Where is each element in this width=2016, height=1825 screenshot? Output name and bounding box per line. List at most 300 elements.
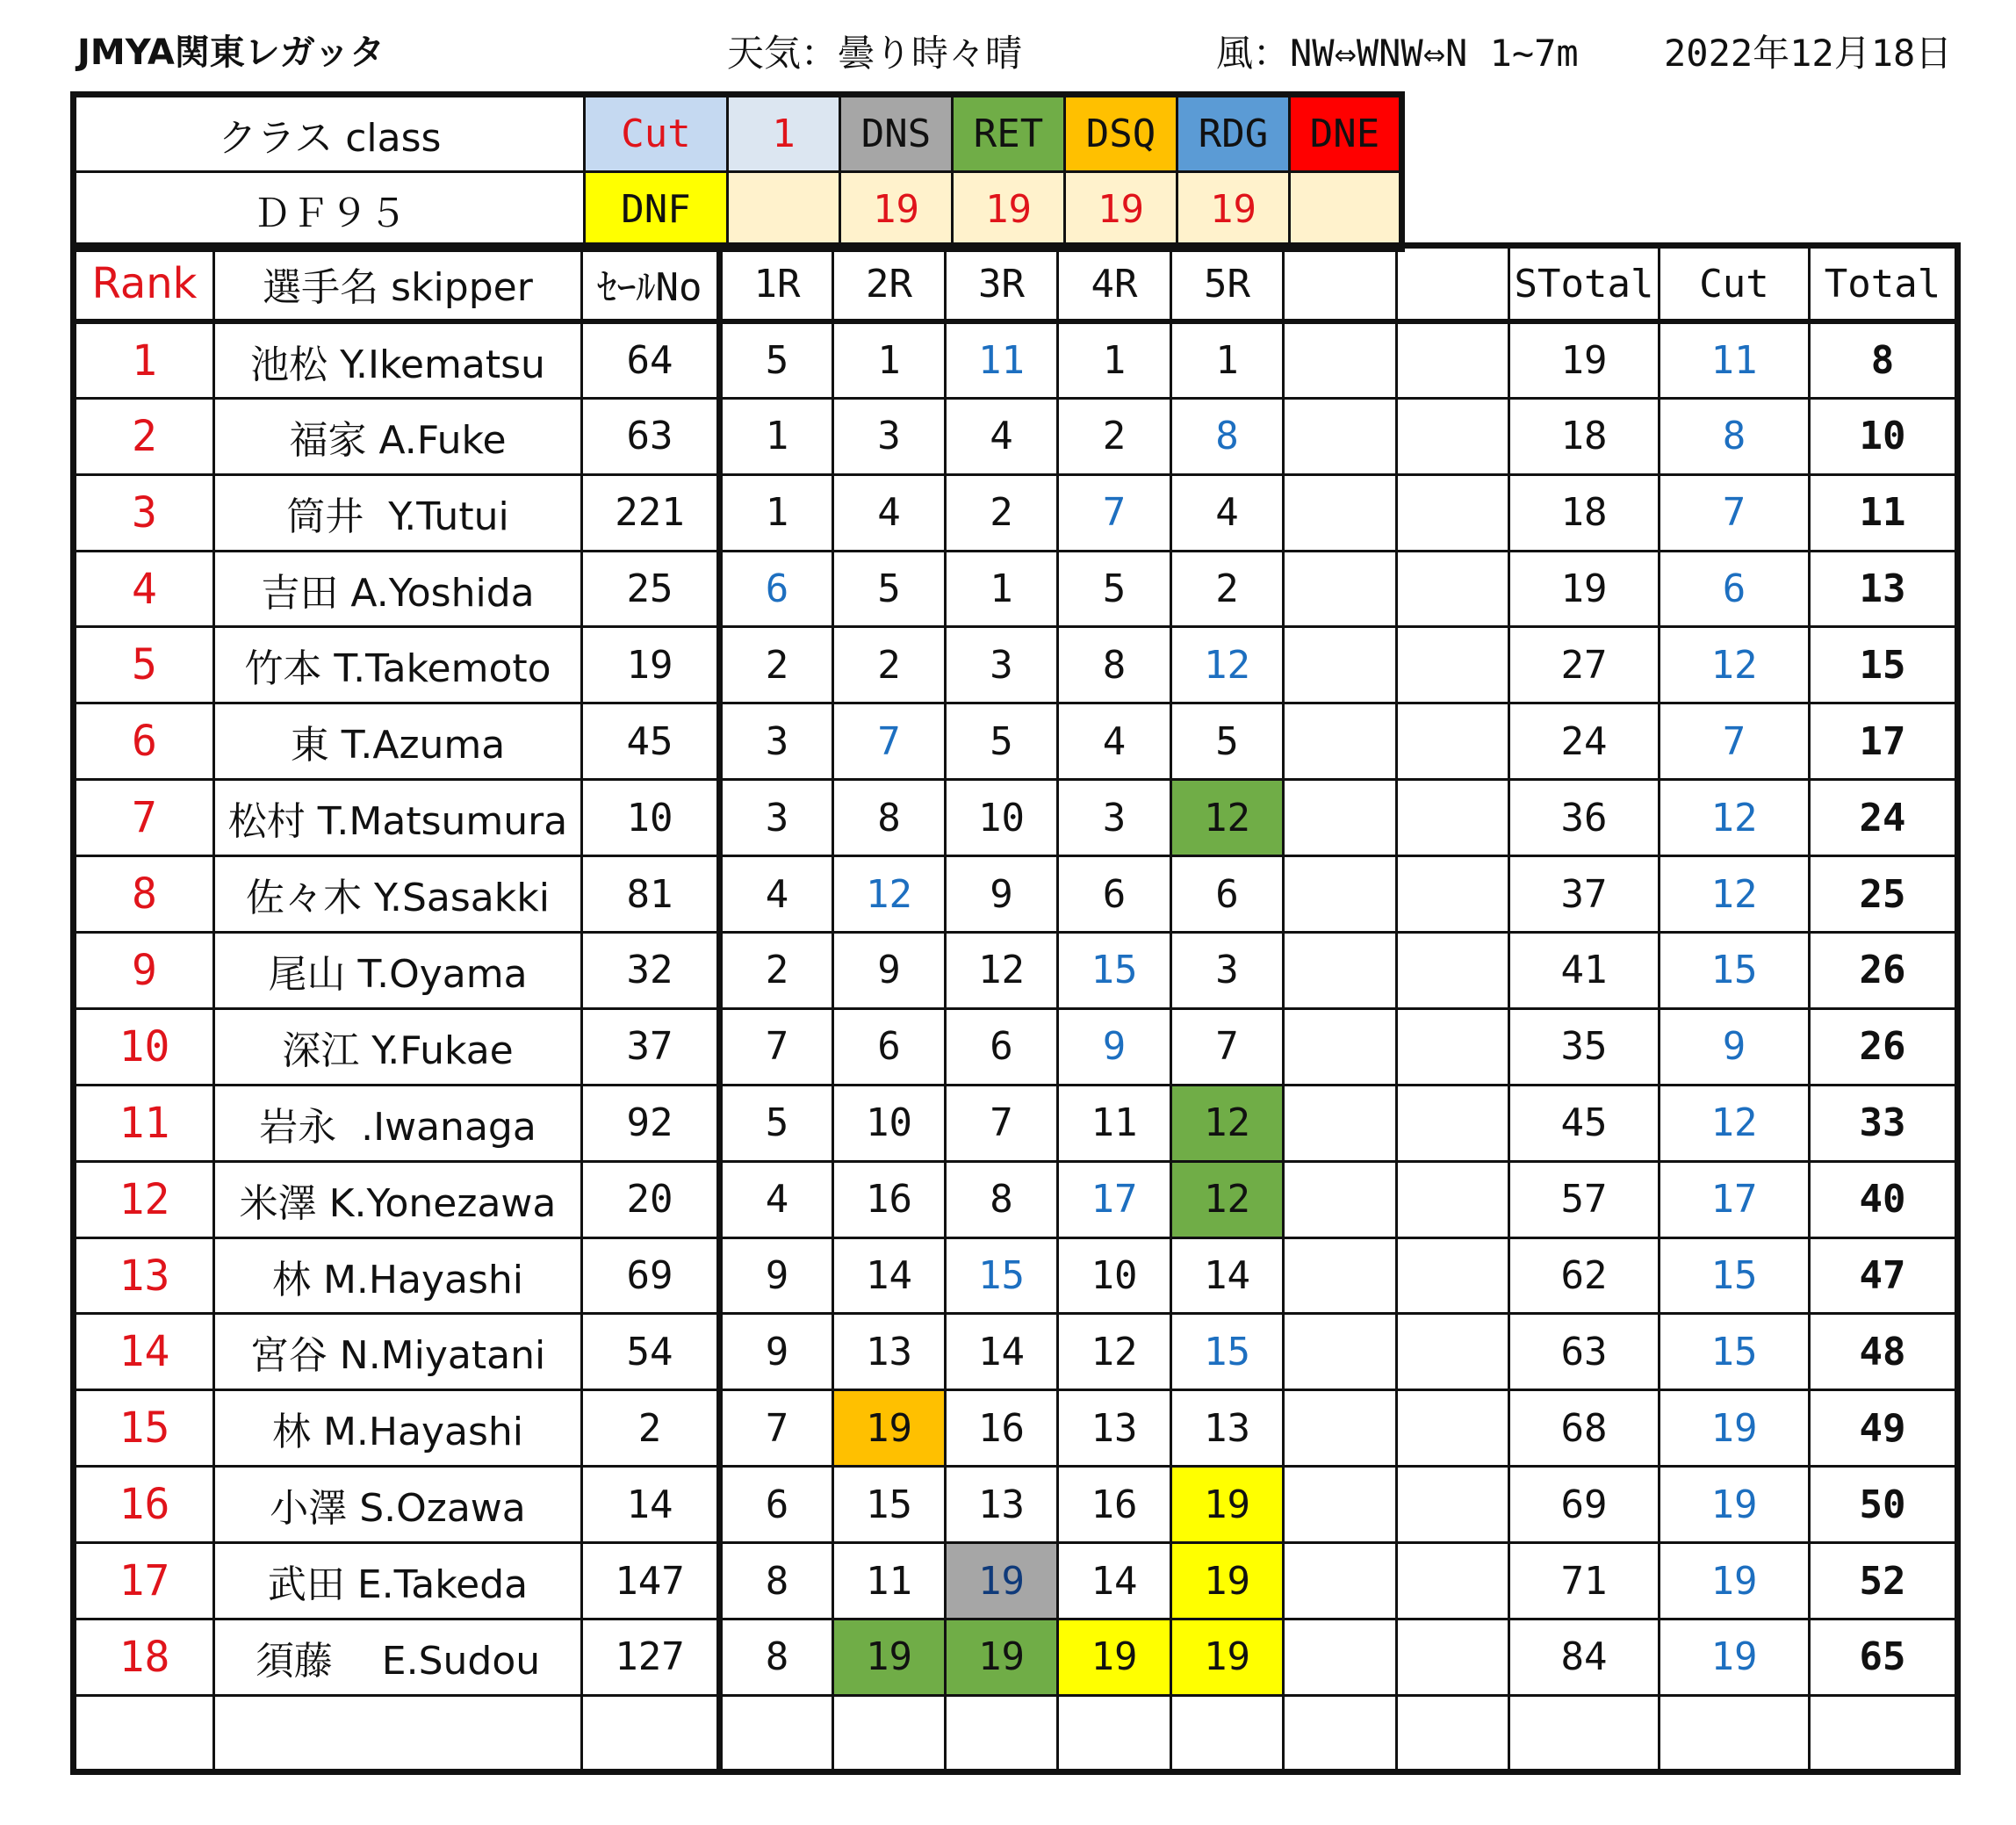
empty-cell [946,1695,1058,1771]
empty-cell [1284,933,1397,1009]
sail-number: 2 [582,1390,720,1467]
skipper-name: 佐々木 Y.Sasakki [214,856,582,933]
legend-table [70,91,1405,252]
empty-cell [1397,856,1509,933]
race-2-result: 8 [833,780,946,856]
race-2-result: 11 [833,1543,946,1619]
race-3-result: 6 [946,1008,1058,1085]
race-5-result: 12 [1171,1085,1284,1161]
empty-cell [1397,1085,1509,1161]
total-cell: 49 [1810,1390,1958,1467]
legend-value: 19 [953,172,1065,249]
skipper-name: 竹本 T.Takemoto [214,627,582,703]
rank-cell: 5 [74,627,214,703]
race-2-result: 4 [833,474,946,551]
race-5-result: 15 [1171,1314,1284,1390]
race-3-result: 13 [946,1467,1058,1543]
race-3-result: 10 [946,780,1058,856]
race-2-result: 10 [833,1085,946,1161]
race-5-result: 13 [1171,1390,1284,1467]
race-5-result: 12 [1171,627,1284,703]
empty-cell [1397,321,1509,398]
cut-cell: 19 [1660,1467,1810,1543]
total-cell: 15 [1810,627,1958,703]
event-title: JMYA関東レガッタ [77,32,385,73]
total-cell: 48 [1810,1314,1958,1390]
race-5-result: 12 [1171,1161,1284,1237]
empty-cell [1284,398,1397,474]
rank-cell: 3 [74,474,214,551]
stotal-cell: 37 [1509,856,1660,933]
table-row [74,1390,1958,1467]
race-2-result: 9 [833,933,946,1009]
total-cell: 11 [1810,474,1958,551]
race-1-result: 5 [720,321,833,398]
stotal-cell: 62 [1509,1237,1660,1314]
stotal-cell: 27 [1509,627,1660,703]
sail-number: 37 [582,1008,720,1085]
race-5-result: 2 [1171,551,1284,627]
table-row [74,1543,1958,1619]
table-row [74,321,1958,398]
empty-cell [1397,398,1509,474]
empty-cell [1397,1543,1509,1619]
empty-cell [1284,551,1397,627]
sail-number: 221 [582,474,720,551]
total-cell: 8 [1810,321,1958,398]
skipper-name: 東 T.Azuma [214,703,582,780]
cut-cell: 19 [1660,1543,1810,1619]
race-3-result: 1 [946,551,1058,627]
sail-number: 64 [582,321,720,398]
race-5-result: 4 [1171,474,1284,551]
race-5-result: 1 [1171,321,1284,398]
race-1-result: 3 [720,780,833,856]
empty-cell [1284,1085,1397,1161]
empty-cell [1397,474,1509,551]
empty-cell [1284,1619,1397,1696]
table-row [74,1161,1958,1237]
header-race-5: 5R [1171,246,1284,322]
sail-number: 19 [582,627,720,703]
table-row [74,1467,1958,1543]
cut-cell: 12 [1660,856,1810,933]
race-1-result: 4 [720,856,833,933]
stotal-cell: 41 [1509,933,1660,1009]
legend-value: 19 [1065,172,1177,249]
cut-cell: 7 [1660,474,1810,551]
race-2-result: 2 [833,627,946,703]
empty-cell [1397,780,1509,856]
rank-cell: 10 [74,1008,214,1085]
empty-cell [1397,1161,1509,1237]
empty-cell [74,1695,214,1771]
empty-cell [1397,1237,1509,1314]
empty-cell [1284,1695,1397,1771]
table-row [74,856,1958,933]
rank-cell: 7 [74,780,214,856]
rank-cell: 11 [74,1085,214,1161]
sail-number: 25 [582,551,720,627]
sail-number: 10 [582,780,720,856]
race-4-result: 4 [1058,703,1171,780]
race-4-result: 3 [1058,780,1171,856]
empty-cell [1284,1467,1397,1543]
empty-cell [1810,1695,1958,1771]
race-4-result: 14 [1058,1543,1171,1619]
rank-cell: 15 [74,1390,214,1467]
sail-number: 45 [582,703,720,780]
empty-cell [833,1695,946,1771]
header-race-2: 2R [833,246,946,322]
legend-value: 19 [840,172,953,249]
skipper-name: 林 M.Hayashi [214,1390,582,1467]
total-cell: 24 [1810,780,1958,856]
race-4-result: 13 [1058,1390,1171,1467]
table-row [74,551,1958,627]
empty-cell [1284,321,1397,398]
cut-cell: 12 [1660,780,1810,856]
empty-cell [720,1695,833,1771]
race-3-result: 14 [946,1314,1058,1390]
cut-cell: 9 [1660,1008,1810,1085]
total-cell: 25 [1810,856,1958,933]
empty-cell [214,1695,582,1771]
race-1-result: 2 [720,627,833,703]
rank-cell: 1 [74,321,214,398]
race-1-result: 8 [720,1619,833,1696]
sail-number: 54 [582,1314,720,1390]
header-rank: Rank [74,246,214,322]
race-2-result: 13 [833,1314,946,1390]
header-race-1: 1R [720,246,833,322]
race-4-result: 12 [1058,1314,1171,1390]
empty-cell [1397,1467,1509,1543]
empty-cell [1397,1314,1509,1390]
race-5-result: 19 [1171,1467,1284,1543]
race-1-result: 9 [720,1314,833,1390]
race-1-result: 5 [720,1085,833,1161]
race-1-result: 1 [720,474,833,551]
race-5-result: 12 [1171,780,1284,856]
race-2-result: 7 [833,703,946,780]
header-empty [1397,246,1509,322]
cut-cell: 8 [1660,398,1810,474]
sail-number: 14 [582,1467,720,1543]
header-cut: Cut [1660,246,1810,322]
race-4-result: 16 [1058,1467,1171,1543]
legend-ret: RET [953,95,1065,172]
legend-dnf: DNF [585,172,728,249]
cut-cell: 17 [1660,1161,1810,1237]
race-1-result: 6 [720,551,833,627]
race-3-result: 2 [946,474,1058,551]
weather-label: 天気：曇り時々晴 [727,32,1023,75]
race-4-result: 5 [1058,551,1171,627]
rank-cell: 13 [74,1237,214,1314]
race-3-result: 16 [946,1390,1058,1467]
cut-cell: 12 [1660,627,1810,703]
sail-number: 69 [582,1237,720,1314]
empty-cell [1284,1161,1397,1237]
sail-number: 81 [582,856,720,933]
rank-cell: 16 [74,1467,214,1543]
stotal-cell: 63 [1509,1314,1660,1390]
empty-cell [1284,856,1397,933]
race-3-result: 5 [946,703,1058,780]
date-label: 2022年12月18日 [1664,32,1953,75]
table-row [74,1314,1958,1390]
race-2-result: 6 [833,1008,946,1085]
race-5-result: 5 [1171,703,1284,780]
total-cell: 17 [1810,703,1958,780]
race-5-result: 14 [1171,1237,1284,1314]
total-cell: 26 [1810,1008,1958,1085]
empty-cell [1058,1695,1171,1771]
empty-cell [1284,703,1397,780]
race-3-result: 7 [946,1085,1058,1161]
race-1-result: 9 [720,1237,833,1314]
stotal-cell: 71 [1509,1543,1660,1619]
total-cell: 26 [1810,933,1958,1009]
cut-cell: 6 [1660,551,1810,627]
race-5-result: 6 [1171,856,1284,933]
header-race-3: 3R [946,246,1058,322]
wind-label: 風：NW⇔WNW⇔N 1~7m [1216,32,1579,75]
table-row [74,933,1958,1009]
class-name: ＤＦ９５ [74,172,585,249]
race-1-result: 8 [720,1543,833,1619]
skipper-name: 須藤 E.Sudou [214,1619,582,1696]
race-3-result: 19 [946,1543,1058,1619]
empty-row [74,1695,1958,1771]
sail-number: 147 [582,1543,720,1619]
legend-dns: DNS [840,95,953,172]
race-5-result: 19 [1171,1543,1284,1619]
header-skipper: 選手名 skipper [214,246,582,322]
stotal-cell: 18 [1509,398,1660,474]
race-2-result: 15 [833,1467,946,1543]
cut-cell: 7 [1660,703,1810,780]
total-cell: 65 [1810,1619,1958,1696]
table-row [74,1008,1958,1085]
header-total: Total [1810,246,1958,322]
race-1-result: 1 [720,398,833,474]
cut-cell: 15 [1660,1314,1810,1390]
race-4-result: 11 [1058,1085,1171,1161]
sail-number: 92 [582,1085,720,1161]
results-table [70,242,1961,1775]
empty-cell [1397,1008,1509,1085]
cut-cell: 19 [1660,1619,1810,1696]
stotal-cell: 68 [1509,1390,1660,1467]
skipper-name: 池松 Y.Ikematsu [214,321,582,398]
total-cell: 47 [1810,1237,1958,1314]
total-cell: 33 [1810,1085,1958,1161]
skipper-name: 尾山 T.Oyama [214,933,582,1009]
race-5-result: 3 [1171,933,1284,1009]
race-2-result: 16 [833,1161,946,1237]
empty-cell [1284,1008,1397,1085]
empty-cell [1397,1619,1509,1696]
stotal-cell: 57 [1509,1161,1660,1237]
race-2-result: 14 [833,1237,946,1314]
race-1-result: 7 [720,1390,833,1467]
empty-cell [1171,1695,1284,1771]
race-1-result: 4 [720,1161,833,1237]
race-1-result: 7 [720,1008,833,1085]
table-row [74,780,1958,856]
skipper-name: 武田 E.Takeda [214,1543,582,1619]
race-5-result: 8 [1171,398,1284,474]
race-3-result: 15 [946,1237,1058,1314]
cut-cell: 15 [1660,1237,1810,1314]
empty-cell [1284,780,1397,856]
sail-number: 127 [582,1619,720,1696]
race-3-result: 3 [946,627,1058,703]
stotal-cell: 19 [1509,551,1660,627]
stotal-cell: 36 [1509,780,1660,856]
race-1-result: 6 [720,1467,833,1543]
race-2-result: 3 [833,398,946,474]
empty-cell [1397,551,1509,627]
rank-cell: 18 [74,1619,214,1696]
empty-cell [1397,703,1509,780]
skipper-name: 松村 T.Matsumura [214,780,582,856]
race-4-result: 9 [1058,1008,1171,1085]
total-cell: 13 [1810,551,1958,627]
skipper-name: 岩永 .Iwanaga [214,1085,582,1161]
stotal-cell: 18 [1509,474,1660,551]
skipper-name: 福家 A.Fuke [214,398,582,474]
stotal-cell: 84 [1509,1619,1660,1696]
header-race-4: 4R [1058,246,1171,322]
stotal-cell: 69 [1509,1467,1660,1543]
total-cell: 40 [1810,1161,1958,1237]
table-row [74,474,1958,551]
sail-number: 63 [582,398,720,474]
legend-cut: Cut [585,95,728,172]
empty-cell [1284,627,1397,703]
table-row [74,1085,1958,1161]
stotal-cell: 35 [1509,1008,1660,1085]
race-4-result: 2 [1058,398,1171,474]
table-row [74,703,1958,780]
empty-cell [1397,1390,1509,1467]
skipper-name: 林 M.Hayashi [214,1237,582,1314]
skipper-name: 筒井 Y.Tutui [214,474,582,551]
cut-cell: 11 [1660,321,1810,398]
race-4-result: 17 [1058,1161,1171,1237]
legend-one: 1 [728,95,840,172]
class-label: クラス class [74,95,585,172]
sail-number: 32 [582,933,720,1009]
rank-cell: 6 [74,703,214,780]
cut-cell: 15 [1660,933,1810,1009]
race-4-result: 6 [1058,856,1171,933]
legend-dsq: DSQ [1065,95,1177,172]
empty-cell [1660,1695,1810,1771]
rank-cell: 9 [74,933,214,1009]
rank-cell: 14 [74,1314,214,1390]
race-4-result: 10 [1058,1237,1171,1314]
skipper-name: 米澤 K.Yonezawa [214,1161,582,1237]
empty-cell [1284,1314,1397,1390]
race-4-result: 1 [1058,321,1171,398]
sail-number: 20 [582,1161,720,1237]
total-cell: 50 [1810,1467,1958,1543]
race-1-result: 2 [720,933,833,1009]
rank-cell: 12 [74,1161,214,1237]
empty-cell [1284,1543,1397,1619]
empty-cell [1509,1695,1660,1771]
skipper-name: 深江 Y.Fukae [214,1008,582,1085]
table-row [74,398,1958,474]
total-cell: 10 [1810,398,1958,474]
stotal-cell: 19 [1509,321,1660,398]
race-4-result: 19 [1058,1619,1171,1696]
empty-cell [1284,1390,1397,1467]
table-row [74,627,1958,703]
table-row [74,1619,1958,1696]
skipper-name: 宮谷 N.Miyatani [214,1314,582,1390]
race-2-result: 19 [833,1619,946,1696]
table-row [74,1237,1958,1314]
race-5-result: 19 [1171,1619,1284,1696]
race-3-result: 8 [946,1161,1058,1237]
header-stotal: STotal [1509,246,1660,322]
stotal-cell: 24 [1509,703,1660,780]
race-4-result: 8 [1058,627,1171,703]
rank-cell: 4 [74,551,214,627]
skipper-name: 吉田 A.Yoshida [214,551,582,627]
race-2-result: 5 [833,551,946,627]
legend-value [728,172,840,249]
race-3-result: 11 [946,321,1058,398]
legend-value: 19 [1177,172,1290,249]
total-cell: 52 [1810,1543,1958,1619]
stotal-cell: 45 [1509,1085,1660,1161]
race-3-result: 19 [946,1619,1058,1696]
header-row [74,246,1958,322]
rank-cell: 8 [74,856,214,933]
rank-cell: 2 [74,398,214,474]
header-sail-no: ｾｰﾙNo [582,246,720,322]
legend-rdg: RDG [1177,95,1290,172]
empty-cell [582,1695,720,1771]
rank-cell: 17 [74,1543,214,1619]
race-2-result: 19 [833,1390,946,1467]
skipper-name: 小澤 S.Ozawa [214,1467,582,1543]
race-4-result: 15 [1058,933,1171,1009]
race-3-result: 12 [946,933,1058,1009]
race-4-result: 7 [1058,474,1171,551]
empty-cell [1397,627,1509,703]
empty-cell [1284,1237,1397,1314]
cut-cell: 12 [1660,1085,1810,1161]
empty-cell [1397,933,1509,1009]
race-3-result: 9 [946,856,1058,933]
race-2-result: 12 [833,856,946,933]
header-empty [1284,246,1397,322]
legend-dne: DNE [1290,95,1402,172]
race-5-result: 7 [1171,1008,1284,1085]
empty-cell [1284,474,1397,551]
race-2-result: 1 [833,321,946,398]
legend-value [1290,172,1402,249]
cut-cell: 19 [1660,1390,1810,1467]
race-1-result: 3 [720,703,833,780]
